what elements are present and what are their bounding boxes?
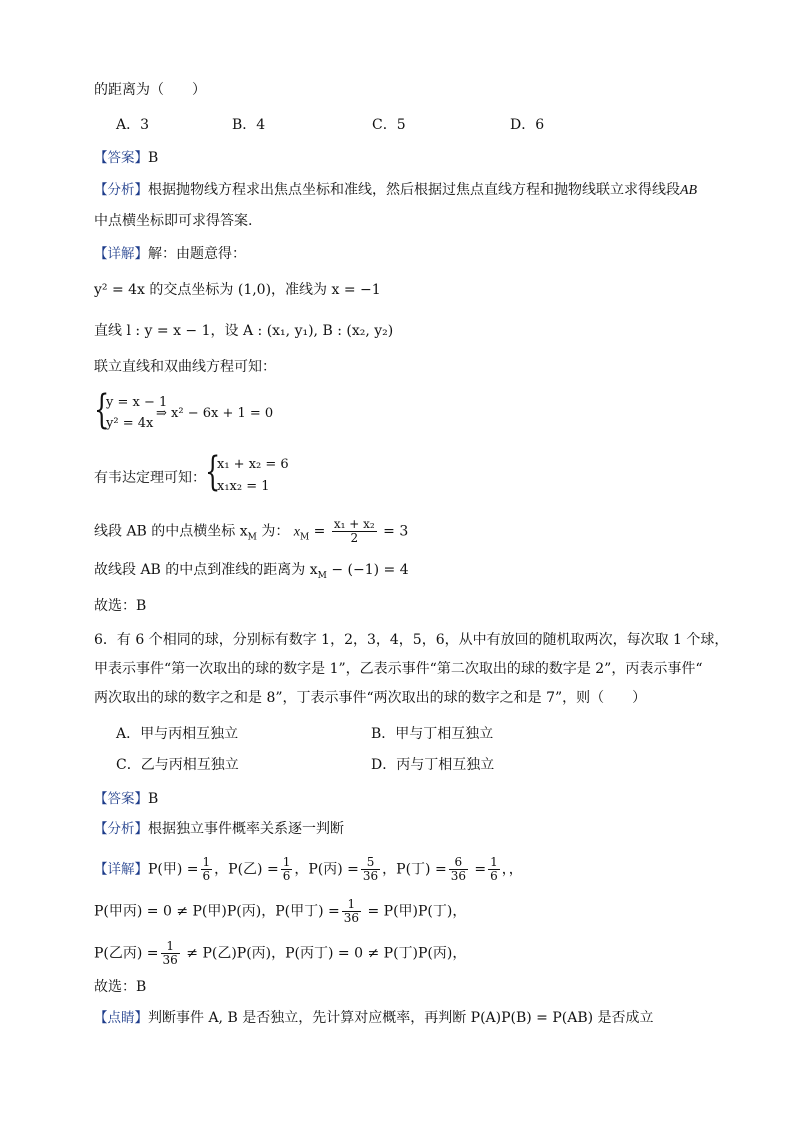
comment-tag: 【点睛】 bbox=[94, 1010, 148, 1026]
independence-check-1: P(甲丙) = 0 ≠ P(甲)P(丙)，P(甲丁) = bbox=[94, 903, 340, 920]
fraction-denominator: 36 bbox=[343, 911, 360, 925]
q5-stem-tail: 的距离为（ ） bbox=[94, 82, 206, 98]
q5-detail-intro bbox=[94, 244, 246, 264]
fraction-numerator: 6 bbox=[449, 856, 468, 870]
system-brace: { bbox=[205, 449, 221, 495]
midpoint-rhs: = 3 bbox=[378, 523, 409, 540]
q5-option-c: C．5 bbox=[372, 117, 406, 133]
q5-combine-text: 联立直线和双曲线方程可知： bbox=[94, 359, 276, 375]
q5-analysis-line-1 bbox=[94, 180, 697, 201]
midpoint-text: 线段 AB 的中点横坐标 x bbox=[94, 523, 248, 540]
system2-top: x₁ + x₂ = 6 bbox=[217, 457, 289, 472]
q5-distance-line bbox=[94, 560, 409, 586]
midpoint-lhs: x bbox=[293, 524, 300, 540]
midpoint-lhs-sub: M bbox=[300, 532, 310, 543]
analysis-text: 根据抛物线方程求出焦点坐标和准线，然后根据过焦点直线方程和抛物线联立求得线段 bbox=[148, 182, 680, 198]
q5-choose: 故选：B bbox=[94, 598, 147, 614]
q6-option-a: A．甲与丙相互独立 bbox=[116, 726, 239, 742]
q5-midpoint-line bbox=[94, 518, 408, 547]
midpoint-eq: = bbox=[309, 523, 330, 540]
fraction-denominator: 2 bbox=[350, 531, 359, 545]
distance-sub: M bbox=[317, 570, 327, 581]
fraction-denominator: 6 bbox=[202, 869, 211, 883]
answer-value: B bbox=[148, 150, 159, 166]
fraction-numerator: x₁ + x₂ bbox=[333, 517, 375, 531]
independence-check-1-tail: = P(甲)P(丁)， bbox=[363, 903, 467, 920]
system-brace: { bbox=[94, 387, 110, 433]
prob-jia: P(甲) = bbox=[148, 861, 199, 878]
fraction bbox=[342, 898, 361, 925]
comment-text: 判断事件 A, B 是否独立，先计算对应概率，再判断 P(A)P(B) = P(AB) 是否成立 bbox=[148, 1010, 654, 1026]
midpoint-text-2: 为： bbox=[256, 523, 290, 540]
q6-detail-line-1 bbox=[94, 856, 523, 883]
fraction-denominator: 36 bbox=[162, 953, 178, 967]
q6-comment bbox=[94, 1008, 654, 1028]
midpoint-fraction bbox=[332, 518, 377, 545]
q6-detail-line-3 bbox=[94, 940, 466, 967]
fraction-numerator: 1 bbox=[161, 940, 180, 954]
q6-choose: 故选：B bbox=[94, 979, 147, 995]
analysis-text: 根据独立事件概率关系逐一判断 bbox=[148, 821, 344, 837]
q6-option-d: D．丙与丁相互独立 bbox=[371, 757, 495, 773]
fraction-numerator: 1 bbox=[342, 898, 361, 912]
q5-focus-line: y² = 4x 的交点坐标为 (1,0)，准线为 x = −1 bbox=[94, 282, 381, 298]
fraction-numerator: 1 bbox=[282, 855, 291, 869]
analysis-tag: 【分析】 bbox=[94, 182, 148, 198]
detail-intro-text: 解：由题意得： bbox=[148, 246, 246, 262]
q5-line-definition: 直线 l : y = x − 1，设 A : (x₁, y₁), B : (x₂, y₂) bbox=[94, 323, 394, 339]
fraction-denominator: 6 bbox=[490, 869, 498, 883]
fraction-numerator: 1 bbox=[490, 855, 498, 869]
system2-bottom: x₁x₂ = 1 bbox=[217, 479, 270, 494]
punctuation: ，， bbox=[501, 861, 523, 878]
q6-analysis bbox=[94, 819, 344, 839]
system1-top: y = x − 1 bbox=[106, 395, 168, 410]
equals: = bbox=[469, 861, 487, 878]
fraction bbox=[488, 856, 500, 883]
independence-check-2-tail: ≠ P(乙)P(丙)，P(丙丁) = 0 ≠ P(丁)P(丙)， bbox=[181, 945, 467, 962]
answer-tag: 【答案】 bbox=[94, 791, 148, 807]
analysis-tag: 【分析】 bbox=[94, 821, 148, 837]
fraction-numerator: 5 bbox=[361, 856, 380, 870]
q5-vieta-text: 有韦达定理可知： bbox=[94, 470, 206, 486]
fraction bbox=[449, 856, 468, 883]
fraction-numerator: 1 bbox=[202, 855, 211, 869]
independence-check-2: P(乙丙) = bbox=[94, 945, 159, 962]
answer-value: B bbox=[148, 791, 159, 807]
q5-analysis-line-2: 中点横坐标即可求得答案. bbox=[94, 213, 253, 229]
distance-tail: − (−1) = 4 bbox=[326, 562, 409, 578]
fraction-denominator: 6 bbox=[282, 869, 291, 883]
fraction-denominator: 36 bbox=[362, 869, 379, 883]
q6-answer bbox=[94, 789, 158, 809]
detail-tag: 【详解】 bbox=[94, 861, 148, 878]
prob-bing: ，P(丙) = bbox=[294, 861, 359, 878]
q5-answer bbox=[94, 148, 158, 168]
fraction bbox=[281, 856, 293, 883]
q5-option-d: D．6 bbox=[510, 117, 545, 133]
detail-tag: 【详解】 bbox=[94, 246, 148, 262]
fraction bbox=[201, 856, 213, 883]
analysis-ab: AB bbox=[680, 183, 698, 198]
q6-stem-line-3: 两次取出的球的数字之和是 8”，丁表示事件“两次取出的球的数字之和是 7”，则（ ） bbox=[94, 690, 647, 706]
q6-option-c: C．乙与丙相互独立 bbox=[116, 757, 239, 773]
q5-option-a: A．3 bbox=[116, 117, 150, 133]
system1-bottom: y² = 4x bbox=[106, 416, 154, 431]
q6-option-b: B．甲与丁相互独立 bbox=[371, 726, 494, 742]
answer-tag: 【答案】 bbox=[94, 150, 148, 166]
prob-yi: ，P(乙) = bbox=[214, 861, 279, 878]
q6-stem-line-2: 甲表示事件“第一次取出的球的数字是 1”，乙表示事件“第二次取出的球的数字是 2”，丙表示事件“ bbox=[94, 661, 703, 677]
fraction bbox=[361, 856, 380, 883]
distance-text: 故线段 AB 的中点到准线的距离为 x bbox=[94, 562, 318, 578]
q6-stem-line-1: 6．有 6 个相同的球，分别标有数字 1，2，3，4，5，6，从中有放回的随机取两次，每次取 1 个球， bbox=[94, 632, 729, 648]
q5-option-b: B．4 bbox=[232, 117, 266, 133]
fraction bbox=[161, 940, 180, 967]
fraction-denominator: 36 bbox=[450, 869, 466, 883]
prob-ding: ，P(丁) = bbox=[382, 861, 447, 878]
q6-detail-line-2 bbox=[94, 898, 466, 925]
midpoint-sub: M bbox=[247, 532, 257, 543]
system1-result: ⇒ x² − 6x + 1 = 0 bbox=[156, 406, 274, 421]
